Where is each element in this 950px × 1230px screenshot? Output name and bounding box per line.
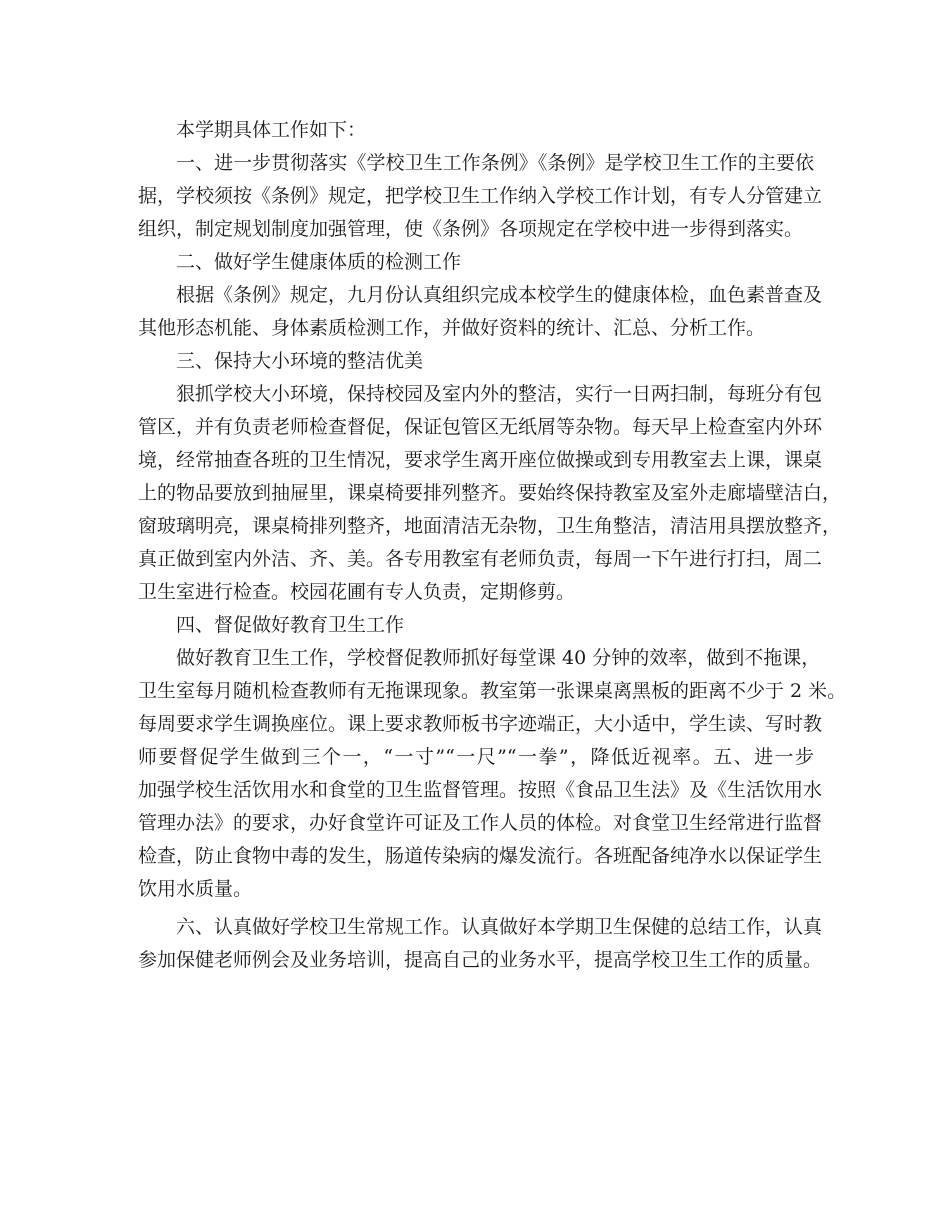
section-6-line: 参加保健老师例会及业务培训，提高自己的业务水平，提高学校卫生工作的质量。 — [138, 949, 823, 971]
section-4-body-line: 加强学校生活饮用水和食堂的卫生监督管理。按照《食品卫生法》及《生活饮用水 — [138, 779, 823, 801]
intro-line: 本学期具体工作如下： — [176, 119, 367, 141]
section-2-body-line: 根据《条例》规定，九月份认真组织完成本校学生的健康体检，血色素普查及 — [176, 284, 823, 306]
section-1-body-line: 据，学校须按《条例》规定，把学校卫生工作纳入学校工作计划，有专人分管建立 — [138, 185, 823, 207]
section-3-body-line: 境，经常抽查各班的卫生情况，要求学生离开座位做操或到专用教室去上课，课桌 — [138, 449, 823, 471]
section-4-body-line: 管理办法》的要求，办好食堂许可证及工作人员的体检。对食堂卫生经常进行监督 — [138, 812, 823, 834]
section-4-body-line: 卫生室每月随机检查教师有无拖课现象。教室第一张课桌离黑板的距离不少于 2 米。 — [138, 680, 847, 702]
section-4-body-line: 做好教育卫生工作，学校督促教师抓好每堂课 40 分钟的效率，做到不拖课， — [176, 647, 821, 669]
section-3-body-line: 窗玻璃明亮，课桌椅排列整齐，地面清洁无杂物，卫生角整洁，清洁用具摆放整齐， — [138, 515, 842, 537]
section-1-heading-line: 一、进一步贯彻落实《学校卫生工作条例》《条例》是学校卫生工作的主要依 — [176, 152, 814, 174]
section-3-body-line: 管区，并有负责老师检查督促，保证包管区无纸屑等杂物。每天早上检查室内外环 — [138, 416, 823, 438]
section-1-body-line: 组织，制定规划制度加强管理，使《条例》各项规定在学校中进一步得到落实。 — [138, 218, 804, 240]
section-3-body-line: 真正做到室内外洁、齐、美。各专用教室有老师负责，每周一下午进行打扫，周二 — [138, 548, 823, 570]
document-body — [138, 114, 847, 977]
section-4-body-line: 饮用水质量。 — [138, 878, 253, 900]
section-2-heading: 二、做好学生健康体质的检测工作 — [176, 251, 462, 273]
section-6-line: 六、认真做好学校卫生常规工作。认真做好本学期卫生保健的总结工作，认真 — [176, 916, 823, 938]
section-3-heading: 三、保持大小环境的整洁优美 — [176, 350, 424, 372]
section-4-heading: 四、督促做好教育卫生工作 — [176, 614, 405, 636]
section-4-body-line: 每周要求学生调换座位。课上要求教师板书字迹端正，大小适中，学生读、写时教 — [138, 713, 823, 735]
section-3-body-line: 卫生室进行检查。校园花圃有专人负责，定期修剪。 — [138, 581, 576, 603]
section-4-body-line: 检查，防止食物中毒的发生，肠道传染病的爆发流行。各班配备纯净水以保证学生 — [138, 845, 823, 867]
section-3-body-line: 上的物品要放到抽屉里，课桌椅要排列整齐。要始终保持教室及室外走廊墙壁洁白， — [138, 482, 842, 504]
section-2-body-line: 其他形态机能、身体素质检测工作，并做好资料的统计、汇总、分析工作。 — [138, 317, 766, 339]
section-4-body-line: 师要督促学生做到三个一，“一寸”“一尺”“一拳”，降低近视率。五、进一步 — [138, 746, 814, 768]
section-3-body-line: 狠抓学校大小环境，保持校园及室内外的整洁，实行一日两扫制，每班分有包 — [176, 383, 823, 405]
